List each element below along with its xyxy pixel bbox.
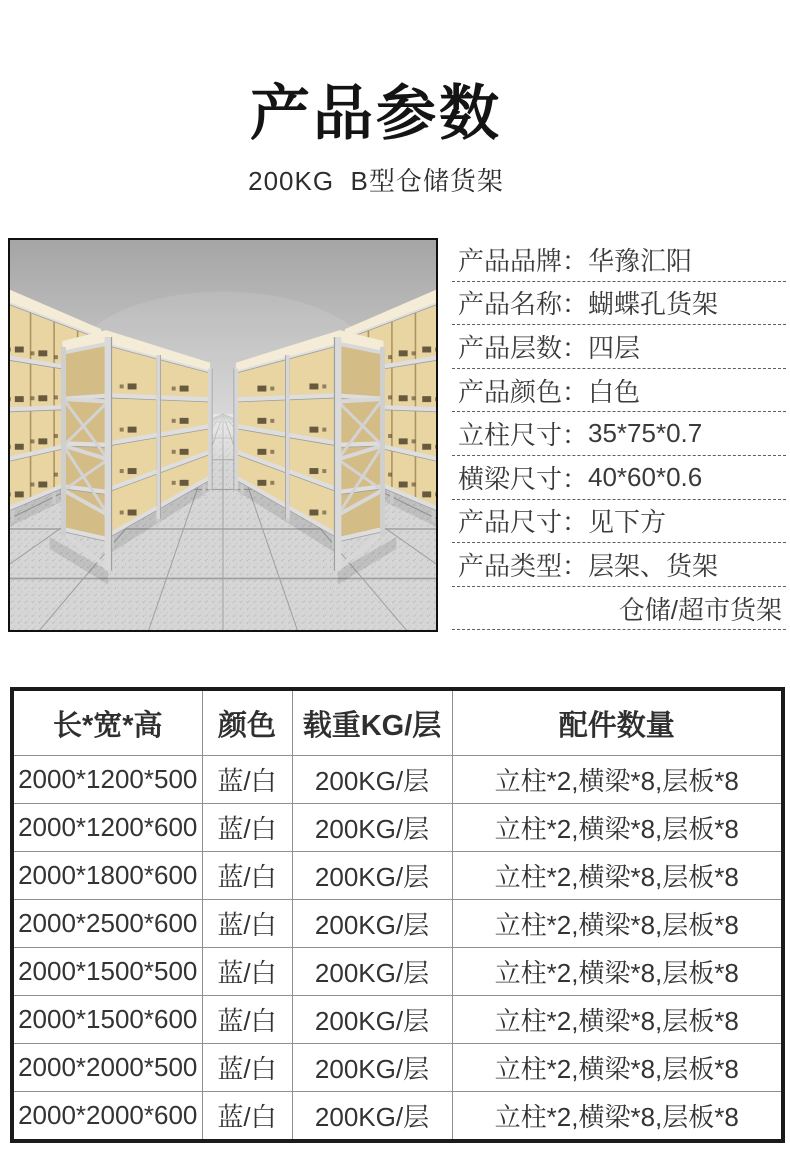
- table-row: [12, 756, 783, 804]
- table-cell: 立柱*2,横梁*8,层板*8: [452, 899, 783, 947]
- table-cell: 蓝/白: [202, 756, 292, 804]
- spec-label: 产品类型：: [458, 550, 589, 581]
- table-cell: 2000*1200*500: [12, 756, 202, 804]
- table-cell: 200KG/层: [292, 756, 452, 804]
- table-cell: 200KG/层: [292, 851, 452, 899]
- table-cell: 蓝/白: [202, 803, 292, 851]
- spec-row: [452, 500, 786, 544]
- table-cell: 2000*2000*500: [12, 1043, 202, 1091]
- spec-value: 40*60*0.6: [588, 461, 703, 492]
- table-cell: 200KG/层: [292, 899, 452, 947]
- table-cell: 200KG/层: [292, 1043, 452, 1091]
- page-title: 产品参数: [250, 80, 502, 147]
- table-cell: 立柱*2,横梁*8,层板*8: [452, 947, 783, 995]
- page-subtitle: 200KG B型仓储货架: [248, 166, 504, 196]
- table-cell: 2000*2500*600: [12, 899, 202, 947]
- table-cell: 立柱*2,横梁*8,层板*8: [452, 803, 783, 851]
- table-cell: 2000*1500*500: [12, 947, 202, 995]
- table-row: [12, 947, 783, 995]
- header: [0, 0, 752, 198]
- table-cell: 200KG/层: [292, 1091, 452, 1141]
- spec-label: 立柱尺寸：: [458, 420, 589, 451]
- column-header: 长*宽*高: [12, 689, 202, 756]
- spec-row: [452, 456, 786, 500]
- spec-value: 仓储/超市货架: [618, 594, 782, 625]
- table-cell: 2000*1500*600: [12, 995, 202, 1043]
- spec-value: 蝴蝶孔货架: [588, 289, 719, 320]
- table-cell: 2000*2000*600: [12, 1091, 202, 1141]
- table-cell: 立柱*2,横梁*8,层板*8: [452, 1091, 783, 1141]
- column-header: 颜色: [202, 689, 292, 756]
- spec-row: [452, 587, 786, 631]
- table-row: [12, 899, 783, 947]
- spec-list: [452, 238, 786, 630]
- table-row: [12, 1091, 783, 1141]
- spec-label: 横梁尺寸：: [458, 463, 589, 494]
- table-cell: 立柱*2,横梁*8,层板*8: [452, 995, 783, 1043]
- warehouse-racks-illustration: [10, 240, 436, 630]
- product-photo: [8, 238, 438, 632]
- table-cell: 200KG/层: [292, 803, 452, 851]
- spec-value: 见下方: [588, 507, 667, 538]
- table-cell: 蓝/白: [202, 995, 292, 1043]
- table-cell: 蓝/白: [202, 1043, 292, 1091]
- table-cell: 立柱*2,横梁*8,层板*8: [452, 1043, 783, 1091]
- spec-value: 四层: [588, 332, 641, 363]
- spec-value: 华豫汇阳: [588, 245, 693, 276]
- table-cell: 立柱*2,横梁*8,层板*8: [452, 851, 783, 899]
- table-cell: 蓝/白: [202, 899, 292, 947]
- spec-row: [452, 369, 786, 413]
- column-header: 配件数量: [452, 689, 783, 756]
- table-row: [12, 803, 783, 851]
- table-cell: 蓝/白: [202, 851, 292, 899]
- spec-label: 产品名称：: [458, 289, 589, 320]
- spec-label: 产品品牌：: [458, 245, 589, 276]
- spec-row: [452, 412, 786, 456]
- table-cell: 2000*1800*600: [12, 851, 202, 899]
- spec-label: 产品颜色：: [458, 376, 589, 407]
- table-cell: 蓝/白: [202, 947, 292, 995]
- table-cell: 蓝/白: [202, 1091, 292, 1141]
- spec-label: 产品尺寸：: [458, 507, 589, 538]
- size-table-header-row: [12, 689, 783, 756]
- spec-row: [452, 325, 786, 369]
- table-cell: 立柱*2,横梁*8,层板*8: [452, 756, 783, 804]
- spec-row: [452, 543, 786, 587]
- table-cell: 2000*1200*600: [12, 803, 202, 851]
- column-header: 载重KG/层: [292, 689, 452, 756]
- spec-row: [452, 282, 786, 326]
- table-row: [12, 851, 783, 899]
- table-cell: 200KG/层: [292, 947, 452, 995]
- spec-value: 层架、货架: [588, 550, 719, 581]
- spec-row: [452, 238, 786, 282]
- size-table: [10, 687, 785, 1143]
- spec-value: 35*75*0.7: [588, 418, 703, 449]
- table-cell: 200KG/层: [292, 995, 452, 1043]
- table-row: [12, 1043, 783, 1091]
- table-row: [12, 995, 783, 1043]
- spec-value: 白色: [588, 376, 641, 407]
- spec-label: 产品层数：: [458, 332, 589, 363]
